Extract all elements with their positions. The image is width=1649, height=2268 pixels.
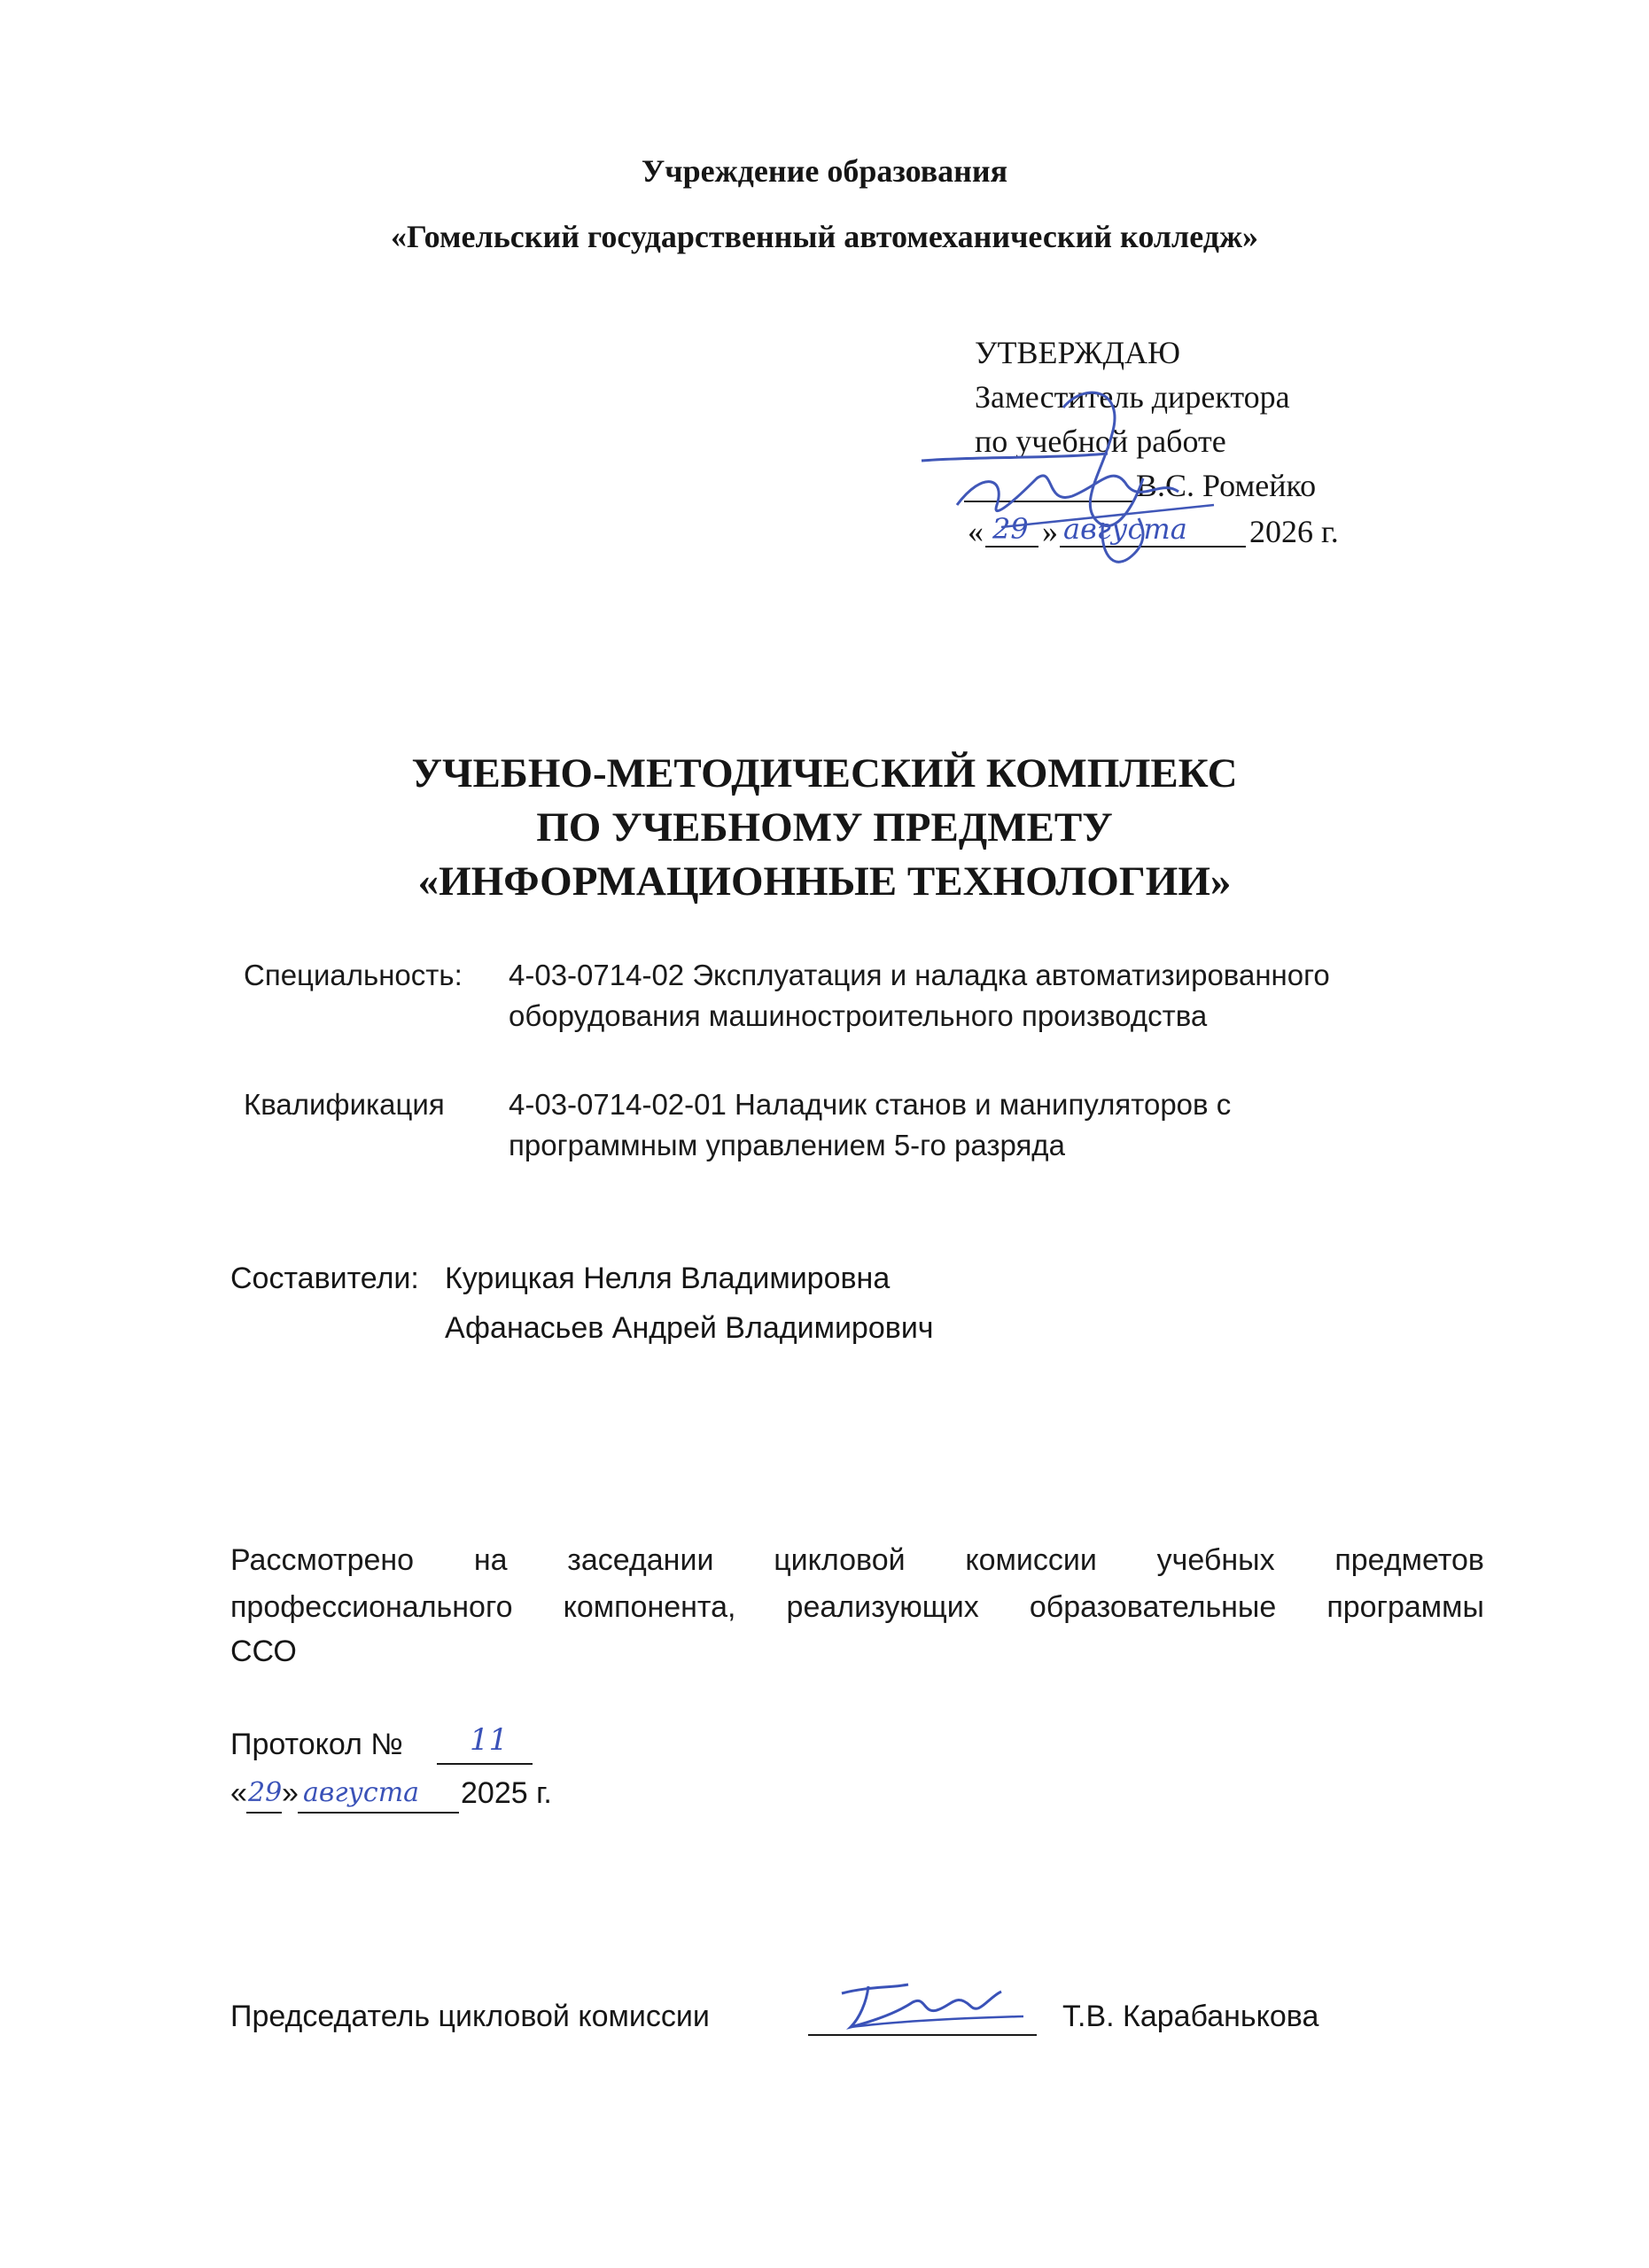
protocol-date-open-quote: «: [230, 1776, 247, 1810]
approval-date-close-quote: »: [1042, 514, 1058, 549]
review-line3: ССО: [230, 1635, 297, 1668]
authors-label: Составители:: [230, 1262, 419, 1295]
approval-date-open-quote: «: [968, 514, 984, 549]
protocol-number-line: [437, 1763, 533, 1765]
approval-position-line2: по учебной работе: [975, 423, 1226, 459]
protocol-label: Протокол №: [230, 1728, 403, 1761]
approval-position-line1: Заместитель директора: [975, 379, 1290, 415]
author-1: Курицкая Нелля Владимировна: [445, 1262, 891, 1295]
chairman-name: Т.В. Карабанькова: [1062, 2000, 1319, 2033]
protocol-date-day: 29: [248, 1777, 283, 1808]
institution-type: Учреждение образования: [641, 153, 1008, 189]
specialty-value-line2: оборудования машиностроительного производства: [509, 999, 1208, 1032]
qualification-label: Квалификация: [244, 1088, 445, 1121]
document-title-line2: ПО УЧЕБНОМУ ПРЕДМЕТУ: [536, 804, 1113, 850]
approval-date-year: 2026 г.: [1249, 514, 1339, 549]
review-line1: Рассмотрено на заседании цикловой комиссии учебных предметов: [230, 1543, 1484, 1577]
chairman-handwritten-signature: [824, 1967, 1037, 2038]
approval-date-month: августа: [1063, 512, 1187, 546]
protocol-date-year: 2025 г.: [461, 1776, 552, 1810]
approval-signatory: В.С. Ромейко: [1136, 468, 1317, 503]
protocol-date-month: августа: [303, 1777, 420, 1808]
document-title-line3: «ИНФОРМАЦИОННЫЕ ТЕХНОЛОГИИ»: [417, 858, 1232, 905]
institution-name: «Гомельский государственный автомеханический колледж»: [390, 219, 1259, 254]
qualification-value-line1: 4-03-0714-02-01 Наладчик станов и манипуляторов с: [509, 1088, 1232, 1121]
document-title-line1: УЧЕБНО-МЕТОДИЧЕСКИЙ КОМПЛЕКС: [411, 750, 1238, 796]
protocol-number: 11: [470, 1722, 509, 1758]
qualification-value-line2: программным управлением 5-го разряда: [509, 1129, 1065, 1161]
specialty-label: Специальность:: [244, 959, 463, 991]
approval-date-day: 29: [992, 512, 1029, 546]
chairman-label: Председатель цикловой комиссии: [230, 2000, 710, 2033]
approval-handwritten-signature: [922, 372, 1258, 602]
protocol-date-day-line: [246, 1812, 282, 1814]
approval-title: УТВЕРЖДАЮ: [975, 335, 1181, 370]
author-2: Афанасьев Андрей Владимирович: [445, 1311, 934, 1345]
protocol-date-close-quote: »: [282, 1776, 299, 1810]
protocol-date-month-line: [298, 1812, 459, 1814]
review-line2: профессионального компонента, реализующих образовательные программы: [230, 1590, 1484, 1624]
specialty-value-line1: 4-03-0714-02 Эксплуатация и наладка автоматизированного: [509, 959, 1330, 991]
